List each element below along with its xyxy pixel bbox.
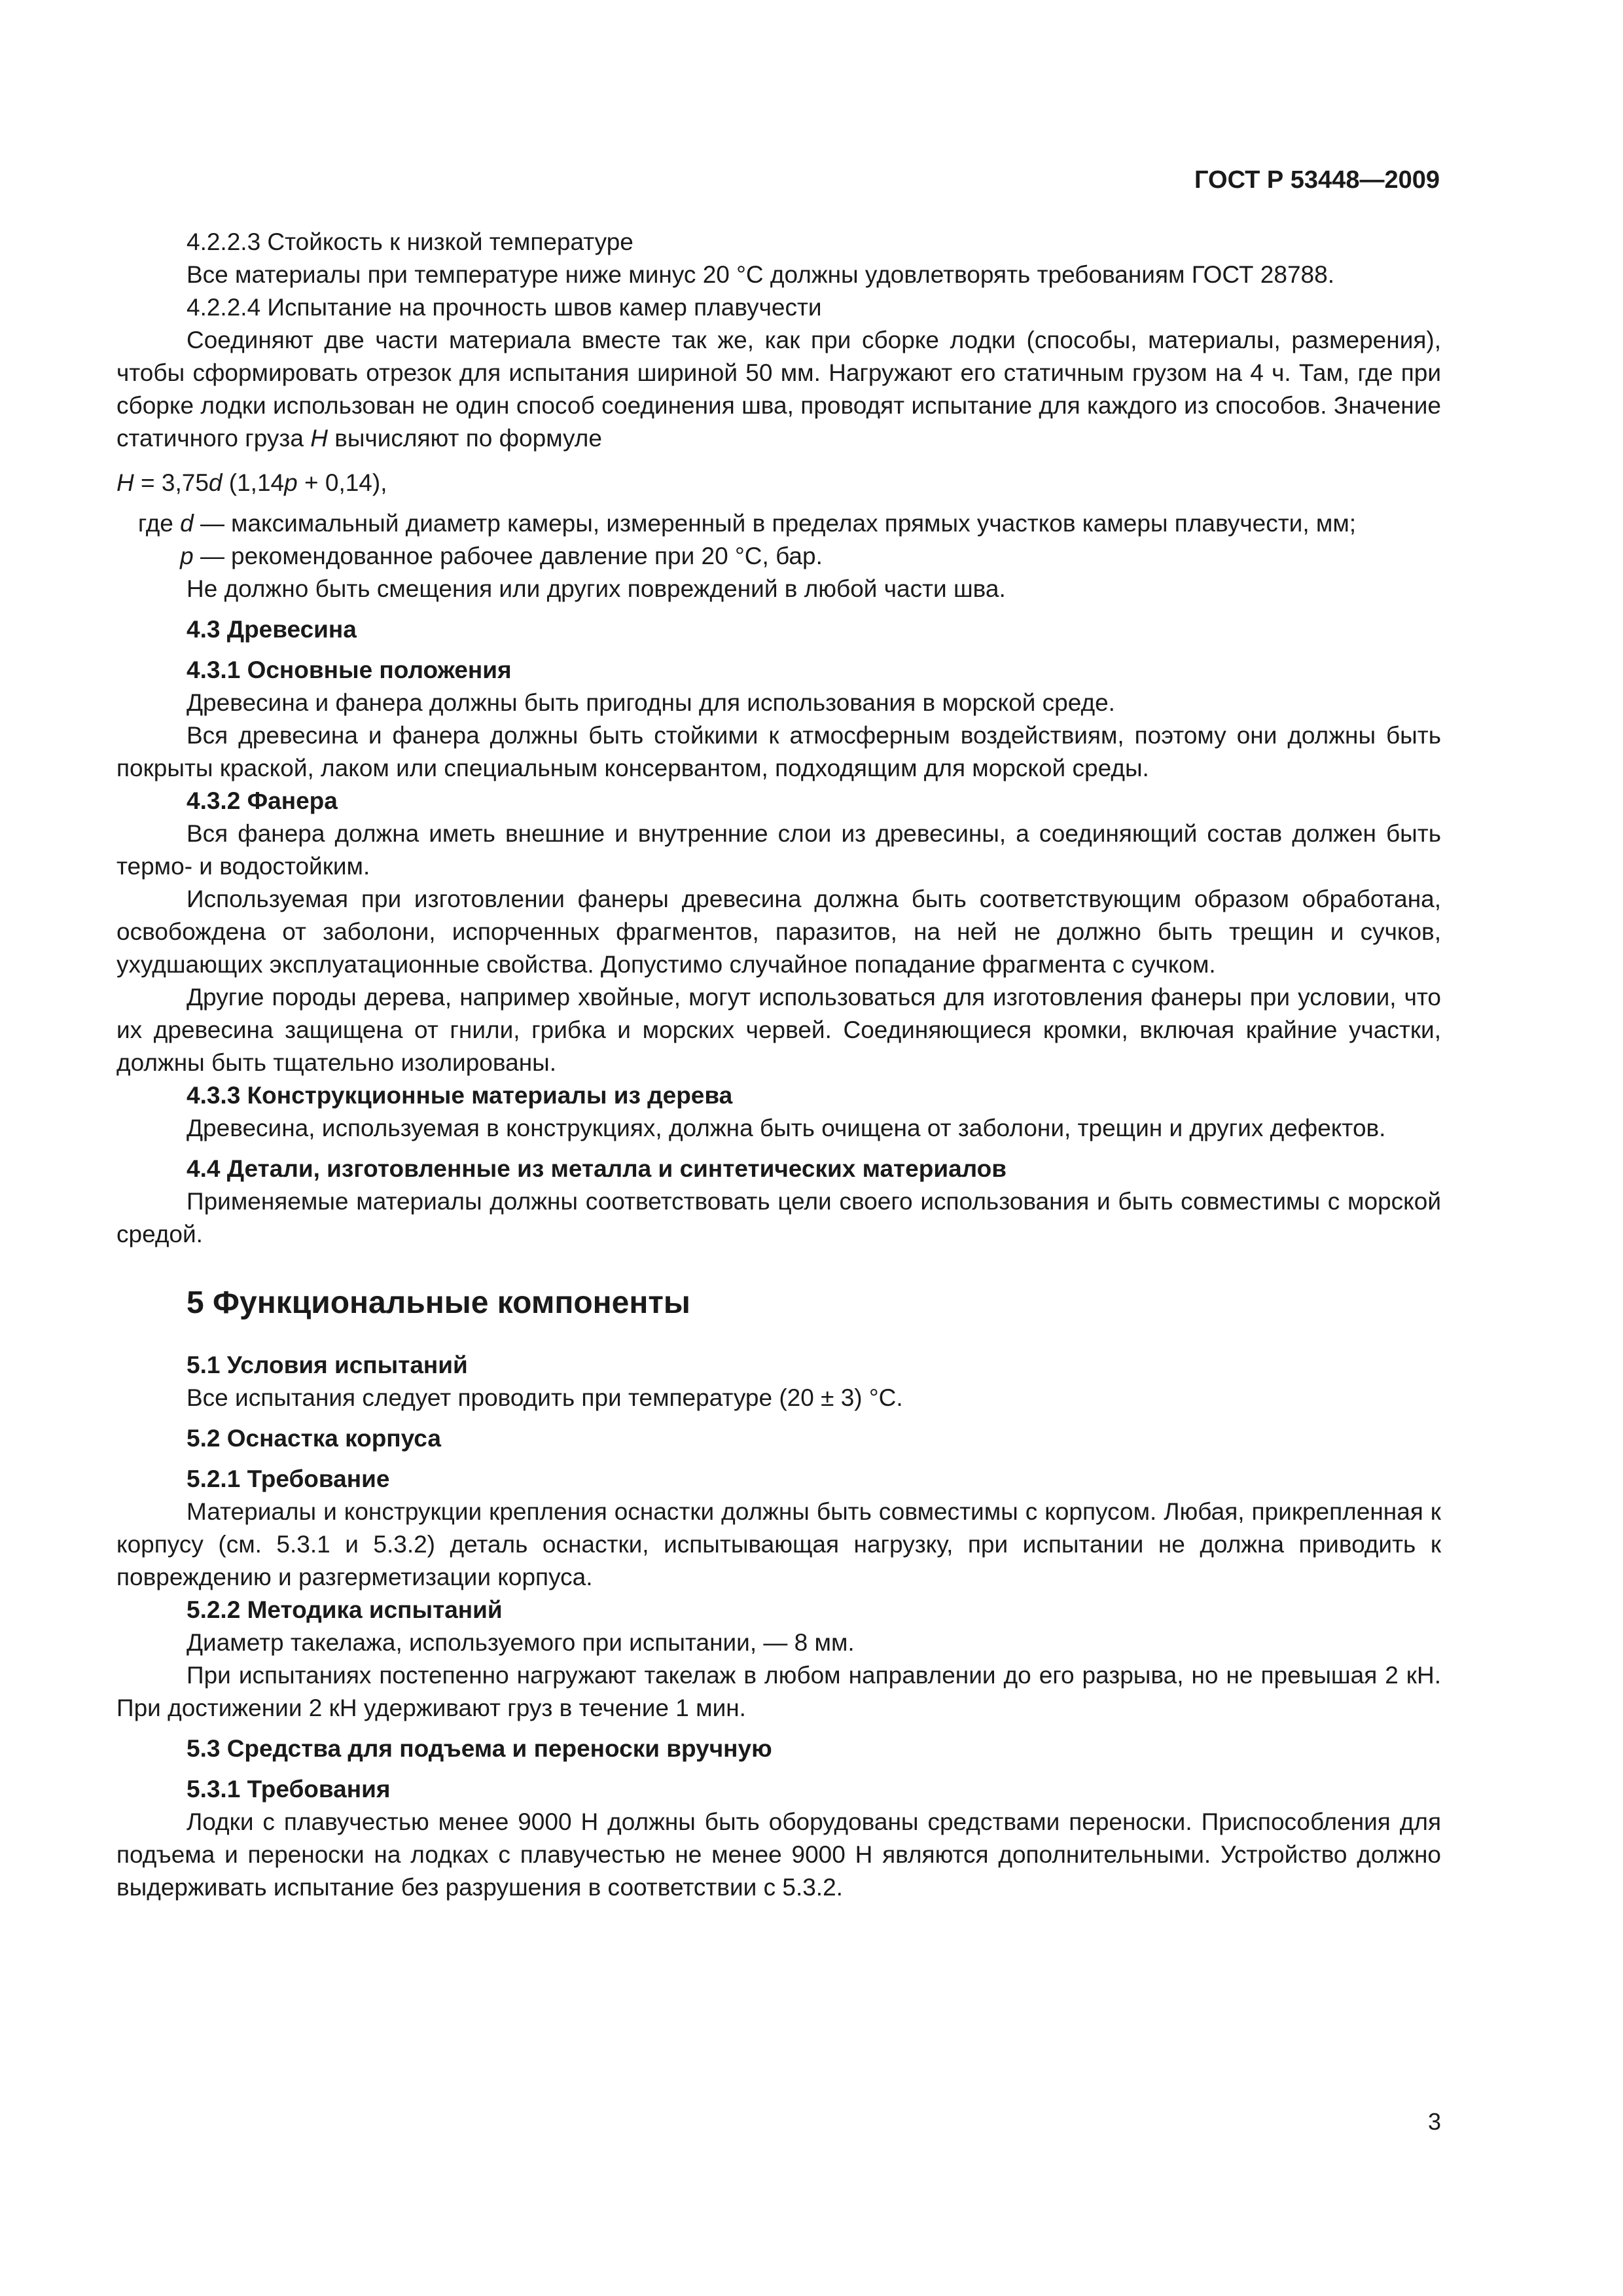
section-4-3-1-text-1: Древесина и фанера должны быть пригодны для использования в морской среде. xyxy=(187,689,1115,716)
section-5-2-1-text: Материалы и конструкции крепления оснастки должны быть совместимы с корпусом. Любая, прикрепленная к корпусу (см. 5.3.1 и 5.3.2) деталь оснастки, испытывающая нагрузку, при испытании не должна приводить к повреждению и разгерметизации корпуса. xyxy=(116,1498,1441,1590)
section-4-3-title: 4.3 Древесина xyxy=(187,616,357,643)
section-4-3-2-text-2: Используемая при изготовлении фанеры древесина должна быть соответствующим образом обработана, освобождена от заболони, испорченных фрагментов, паразитов, на ней не должно быть трещин и сучков, ухудшающих эксплуатационные свойства. Допустимо случайное попадание фрагмента с сучком. xyxy=(116,886,1441,978)
section-4-2-2-4-text: Соединяют две части материала вместе так же, как при сборке лодки (способы, материалы, размерения), чтобы сформировать отрезок для испытания шириной 50 мм. Нагружают его статичным грузом на 4 ч. Там, где при сборке лодки использован не один способ соединения шва, проводят испытание для каждого из способов. Значение статичного груза Н вычисляют по формуле xyxy=(116,327,1441,452)
section-5-2-2-title: 5.2.2 Методика испытаний xyxy=(187,1596,503,1623)
section-4-3-3-title: 4.3.3 Конструкционные материалы из дерева xyxy=(187,1082,733,1109)
section-5-2-2-text-1: Диаметр такелажа, используемого при испытании, — 8 мм. xyxy=(187,1629,855,1656)
section-4-3-1-text-2: Вся древесина и фанера должны быть стойкими к атмосферным воздействиям, поэтому они должны быть покрыты краской, лаком или специальным консервантом, подходящим для морской среды. xyxy=(116,722,1441,781)
section-4-3-2-title: 4.3.2 Фанера xyxy=(187,787,338,814)
formula-legend-p: p — рекомендованное рабочее давление при 20 °С, бар. xyxy=(180,543,823,569)
section-5-3-1-title: 5.3.1 Требования xyxy=(187,1776,391,1803)
section-5-2-1-title: 5.2.1 Требование xyxy=(187,1465,390,1492)
section-5-3-title: 5.3 Средства для подъема и переноски вручную xyxy=(187,1735,772,1762)
page-content xyxy=(116,226,1441,1904)
section-4-3-1-title: 4.3.1 Основные положения xyxy=(187,656,512,683)
section-4-3-2-text-3: Другие породы дерева, например хвойные, могут использоваться для изготовления фанеры при условии, что их древесина защищена от гнили, грибка и морских червей. Соединяющиеся кромки, включая крайние участки, должны быть тщательно изолированы. xyxy=(116,984,1441,1076)
section-4-4-text: Применяемые материалы должны соответствовать цели своего использования и быть совместимы с морской средой. xyxy=(116,1188,1441,1247)
section-5-3-1-text: Лодки с плавучестью менее 9000 Н должны быть оборудованы средствами переноски. Приспособления для подъема и переноски на лодках с плавучестью не менее 9000 Н являются дополнительными. Устройство должно выдерживать испытание без разрушения в соответствии с 5.3.2. xyxy=(116,1808,1441,1901)
load-formula: Н = 3,75d (1,14p + 0,14), xyxy=(116,469,387,496)
document-number: ГОСТ Р 53448—2009 xyxy=(1194,166,1440,194)
section-4-2-2-4-note: Не должно быть смещения или других повреждений в любой части шва. xyxy=(187,575,1006,602)
page-number: 3 xyxy=(1427,2108,1441,2135)
section-4-3-2-text-1: Вся фанера должна иметь внешние и внутренние слои из древесины, а соединяющий состав должен быть термо- и водостойким. xyxy=(116,820,1441,880)
section-5-heading: 5 Функциональные компоненты xyxy=(187,1285,690,1320)
section-4-3-3-text: Древесина, используемая в конструкциях, должна быть очищена от заболони, трещин и других дефектов. xyxy=(187,1115,1386,1141)
section-5-1-title: 5.1 Условия испытаний xyxy=(187,1352,468,1378)
section-5-2-2-text-2: При испытаниях постепенно нагружают такелаж в любом направлении до его разрыва, но не превышая 2 кН. При достижении 2 кН удерживают груз в течение 1 мин. xyxy=(116,1662,1441,1721)
section-4-2-2-3-text: Все материалы при температуре ниже минус 20 °С должны удовлетворять требованиям ГОСТ 28788. xyxy=(187,261,1334,288)
section-4-2-2-3-title: 4.2.2.3 Стойкость к низкой температуре xyxy=(187,228,633,255)
section-4-2-2-4-title: 4.2.2.4 Испытание на прочность швов камер плавучести xyxy=(187,294,822,321)
section-5-2-title: 5.2 Оснастка корпуса xyxy=(187,1425,441,1452)
section-5-1-text: Все испытания следует проводить при температуре (20 ± 3) °С. xyxy=(187,1384,903,1411)
section-4-4-title: 4.4 Детали, изготовленные из металла и синтетических материалов xyxy=(187,1155,1007,1182)
formula-legend-d: где d — максимальный диаметр камеры, измеренный в пределах прямых участков камеры плавучести, мм; xyxy=(137,510,1357,537)
